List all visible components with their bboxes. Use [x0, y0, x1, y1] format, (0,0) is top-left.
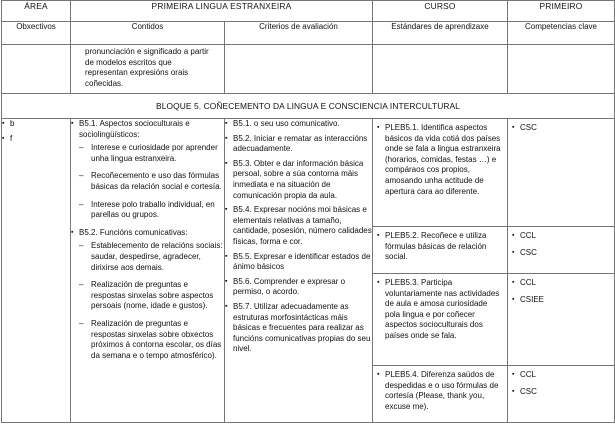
contents-heading: B5.2. Funcións comunicativas: — [79, 227, 188, 237]
standard-item: ▪ PLEB5.3. Participa voluntariamente nas actividades de aula e amosa curiosidade pola lingua e por coñecer aspectos socioculturais dos países onde se fala. — [377, 278, 504, 342]
standard-item: ▪ PLEB5.1. Identifica aspectos básicos da vida cotiá dos países onde se fala a lingua estranxeira (horarios, comidas, festas …) e compáraos cos propios, amosando unha actitude de apertura cara ao diferente. — [377, 123, 504, 197]
contents-list — [71, 119, 224, 361]
area-label: ÁREA — [2, 1, 71, 22]
curriculum-table — [1, 0, 615, 423]
subject-title: PRIMEIRA LINGUA ESTRANXEIRA — [71, 1, 373, 22]
course-value: PRIMEIRO — [508, 1, 615, 22]
contents-item: – Realización de preguntas e respostas sinxelas sobre aspectos persoais (nome, idade e gustos). — [79, 280, 224, 312]
objective-item: ▪ b — [2, 119, 70, 130]
standard-cell — [373, 227, 507, 274]
contents-group — [71, 228, 224, 362]
contents-group — [71, 119, 224, 221]
contents-item: – Realización de preguntas e respostas sinxelas sobre obxectos próximos á contorna escolar, os días da semana e o tempo atmosférico). — [79, 319, 224, 361]
standard-cell — [373, 119, 507, 227]
criteria-item: ▪ B5.4. Expresar nocións moi básicas e elementais relativas a tamaño, cantidade, posesión, número calidades físicas, forma e cor. — [225, 205, 372, 247]
criteria-item: ▪ B5.6. Comprender e expresar o permiso, o acordo. — [225, 277, 372, 298]
continuation-row — [2, 45, 615, 94]
contents-item: – Recoñecemento e uso das fórmulas básicas da relación social e cortesía. — [79, 171, 224, 192]
criteria-item: ▪ B5.2. Iniciar e rematar as interaccións adecuadamente. — [225, 134, 372, 155]
criteria-item: ▪ B5.7. Utilizar adecuadamente as estruturas morfosintácticas máis básicas e frecuentes para realizar as funcións comunicativas propias do seu nivel. — [225, 302, 372, 355]
competence-item: ▪ CCL — [512, 278, 611, 289]
criteria-item: ▪ B5.1. o seu uso comunicativo. — [225, 119, 372, 130]
header-row — [2, 1, 615, 22]
objectives-list — [2, 119, 70, 144]
col-standards: Estándares de aprendizaxe — [373, 22, 508, 45]
continuation-contents: pronunciación e significado a partir de modelos escritos que representan expresións orais coñecidas. — [85, 47, 209, 88]
block-title: BLOQUE 5. COÑECEMENTO DA LINGUA E CONSCIENCIA INTERCULTURAL — [2, 94, 615, 119]
criteria-item: ▪ B5.3. Obter e dar información básica persoal, sobre a súa contorna máis inmediata e na situación de comunicación propia da aula. — [225, 159, 372, 201]
criteria-list — [225, 119, 372, 355]
criteria-item: ▪ B5.5. Expresar e identificar estados de ánimo básicos — [225, 252, 372, 273]
competence-item: ▪ CSC — [512, 123, 611, 134]
block-body-row — [2, 119, 615, 423]
course-label: CURSO — [373, 1, 508, 22]
competence-cell — [508, 274, 614, 366]
block-title-row — [2, 94, 615, 119]
competence-cell — [508, 366, 614, 422]
standard-item: ▪ PLEB5.4. Diferenza saúdos de despedidas e o uso fórmulas de cortesía (Please, thank you, excuse me). — [377, 370, 504, 412]
competence-item: ▪ CSC — [512, 387, 611, 398]
standard-item: ▪ PLEB5.2. Recoñece e utiliza fórmulas básicas de relación social. — [377, 231, 504, 263]
col-criteria: Criterios de avaliación — [225, 22, 373, 45]
competence-cell — [508, 227, 614, 274]
competence-cell — [508, 119, 614, 227]
column-header-row — [2, 22, 615, 45]
competence-item: ▪ CSIEE — [512, 295, 611, 306]
contents-item: – Establecemento de relacións sociais: saudar, despedirse, agradecer, dirixirse aos demais. — [79, 241, 224, 273]
col-competences: Competencias clave — [508, 22, 615, 45]
contents-heading: B5.1. Aspectos socioculturais e sociolingüísticos: — [79, 119, 190, 139]
col-objectives: Obxectivos — [2, 22, 71, 45]
standard-cell — [373, 274, 507, 366]
competence-item: ▪ CCL — [512, 231, 611, 242]
contents-item: – Interese e curiosidade por aprender unha lingua estranxeira. — [79, 143, 224, 164]
objective-item: ▪ f — [2, 134, 70, 145]
col-contents: Contidos — [71, 22, 225, 45]
contents-item: – Interese polo traballo individual, en parellas ou grupos. — [79, 200, 224, 221]
competence-item: ▪ CCL — [512, 370, 611, 381]
competence-item: ▪ CSC — [512, 248, 611, 259]
standard-cell — [373, 366, 507, 422]
